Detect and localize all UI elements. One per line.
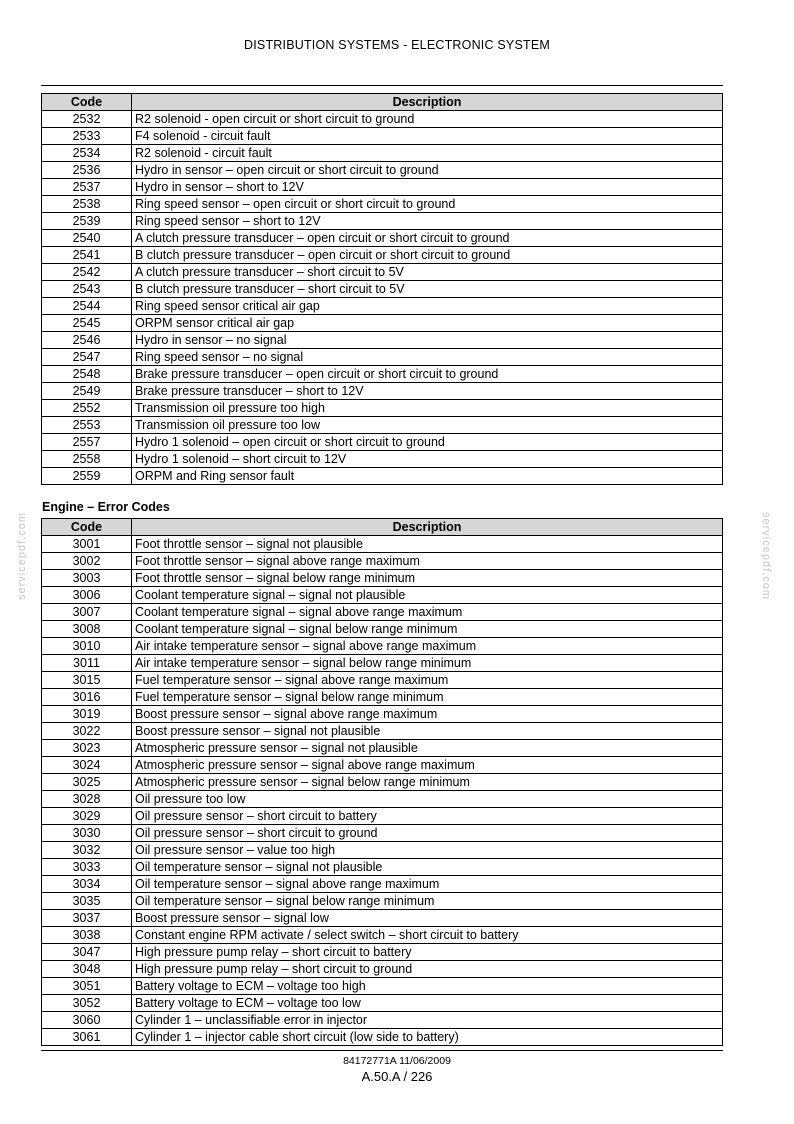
table-body xyxy=(42,536,723,1046)
error-code-cell: 2543 xyxy=(42,281,132,298)
table-row xyxy=(42,723,723,740)
error-code-cell: 3061 xyxy=(42,1029,132,1046)
error-description-cell: Air intake temperature sensor – signal below range minimum xyxy=(132,655,723,672)
error-code-cell: 2552 xyxy=(42,400,132,417)
section-title-engine-error-codes: Engine – Error Codes xyxy=(42,500,170,514)
error-description-cell: Oil pressure sensor – short circuit to ground xyxy=(132,825,723,842)
table-row xyxy=(42,706,723,723)
error-description-cell: Coolant temperature signal – signal above range maximum xyxy=(132,604,723,621)
error-code-cell: 3052 xyxy=(42,995,132,1012)
error-description-cell: Battery voltage to ECM – voltage too high xyxy=(132,978,723,995)
description-column-header: Description xyxy=(132,519,723,536)
table-header-row xyxy=(42,94,723,111)
table-row xyxy=(42,468,723,485)
error-description-cell: Transmission oil pressure too high xyxy=(132,400,723,417)
table-row xyxy=(42,927,723,944)
table-row xyxy=(42,655,723,672)
error-description-cell: Fuel temperature sensor – signal below range minimum xyxy=(132,689,723,706)
error-code-cell: 2558 xyxy=(42,451,132,468)
footer-page-number: A.50.A / 226 xyxy=(361,1069,433,1084)
error-code-cell: 3016 xyxy=(42,689,132,706)
error-code-cell: 3015 xyxy=(42,672,132,689)
error-code-cell: 3019 xyxy=(42,706,132,723)
error-code-cell: 2559 xyxy=(42,468,132,485)
error-description-cell: Boost pressure sensor – signal low xyxy=(132,910,723,927)
error-code-cell: 3038 xyxy=(42,927,132,944)
transmission-error-code-table xyxy=(41,93,723,485)
error-description-cell: ORPM and Ring sensor fault xyxy=(132,468,723,485)
error-description-cell: Oil pressure too low xyxy=(132,791,723,808)
error-description-cell: Air intake temperature sensor – signal above range maximum xyxy=(132,638,723,655)
table-row xyxy=(42,859,723,876)
table-row xyxy=(42,808,723,825)
table-row xyxy=(42,638,723,655)
error-description-cell: Hydro 1 solenoid – open circuit or short circuit to ground xyxy=(132,434,723,451)
error-code-cell: 3047 xyxy=(42,944,132,961)
error-code-cell: 2553 xyxy=(42,417,132,434)
error-code-cell: 3051 xyxy=(42,978,132,995)
error-description-cell: R2 solenoid - circuit fault xyxy=(132,145,723,162)
table-row xyxy=(42,264,723,281)
error-code-cell: 2542 xyxy=(42,264,132,281)
error-code-cell: 2545 xyxy=(42,315,132,332)
engine-error-code-table xyxy=(41,518,723,1046)
error-description-cell: Foot throttle sensor – signal not plausible xyxy=(132,536,723,553)
table-row xyxy=(42,451,723,468)
error-code-cell: 2534 xyxy=(42,145,132,162)
table-row xyxy=(42,672,723,689)
table-row xyxy=(42,570,723,587)
header-rule xyxy=(41,85,723,86)
error-code-cell: 3023 xyxy=(42,740,132,757)
error-code-cell: 3030 xyxy=(42,825,132,842)
error-description-cell: Ring speed sensor – open circuit or short circuit to ground xyxy=(132,196,723,213)
error-code-cell: 3006 xyxy=(42,587,132,604)
error-code-cell: 2537 xyxy=(42,179,132,196)
error-description-cell: Boost pressure sensor – signal above range maximum xyxy=(132,706,723,723)
table-row xyxy=(42,162,723,179)
code-column-header: Code xyxy=(42,519,132,536)
table-header-row xyxy=(42,519,723,536)
error-code-cell: 2533 xyxy=(42,128,132,145)
error-description-cell: Battery voltage to ECM – voltage too low xyxy=(132,995,723,1012)
error-code-cell: 2557 xyxy=(42,434,132,451)
table-row xyxy=(42,893,723,910)
error-description-cell: Oil temperature sensor – signal not plausible xyxy=(132,859,723,876)
error-code-cell: 3060 xyxy=(42,1012,132,1029)
error-description-cell: Foot throttle sensor – signal above range maximum xyxy=(132,553,723,570)
table-row xyxy=(42,366,723,383)
error-code-cell: 3048 xyxy=(42,961,132,978)
table-row xyxy=(42,689,723,706)
table-row xyxy=(42,179,723,196)
table-body xyxy=(42,111,723,485)
error-description-cell: Brake pressure transducer – short to 12V xyxy=(132,383,723,400)
table-row xyxy=(42,995,723,1012)
error-description-cell: Transmission oil pressure too low xyxy=(132,417,723,434)
error-description-cell: Hydro 1 solenoid – short circuit to 12V xyxy=(132,451,723,468)
error-description-cell: Fuel temperature sensor – signal above range maximum xyxy=(132,672,723,689)
page-header-title: DISTRIBUTION SYSTEMS - ELECTRONIC SYSTEM xyxy=(244,38,550,52)
error-description-cell: Foot throttle sensor – signal below range minimum xyxy=(132,570,723,587)
table-row xyxy=(42,621,723,638)
table-row xyxy=(42,383,723,400)
error-description-cell: B clutch pressure transducer – open circuit or short circuit to ground xyxy=(132,247,723,264)
error-code-cell: 3037 xyxy=(42,910,132,927)
table-row xyxy=(42,281,723,298)
watermark-right: servicepdf.com xyxy=(760,512,772,600)
error-code-cell: 3034 xyxy=(42,876,132,893)
error-code-cell: 2541 xyxy=(42,247,132,264)
error-description-cell: Ring speed sensor – no signal xyxy=(132,349,723,366)
table-row xyxy=(42,332,723,349)
error-description-cell: Atmospheric pressure sensor – signal above range maximum xyxy=(132,757,723,774)
error-code-cell: 2544 xyxy=(42,298,132,315)
error-description-cell: ORPM sensor critical air gap xyxy=(132,315,723,332)
error-description-cell: A clutch pressure transducer – short circuit to 5V xyxy=(132,264,723,281)
error-description-cell: Oil pressure sensor – short circuit to battery xyxy=(132,808,723,825)
error-description-cell: Ring speed sensor – short to 12V xyxy=(132,213,723,230)
error-code-cell: 3028 xyxy=(42,791,132,808)
error-description-cell: High pressure pump relay – short circuit to battery xyxy=(132,944,723,961)
table-row xyxy=(42,213,723,230)
error-description-cell: Hydro in sensor – short to 12V xyxy=(132,179,723,196)
footer-rule xyxy=(41,1050,723,1051)
error-code-cell: 3025 xyxy=(42,774,132,791)
error-code-cell: 2536 xyxy=(42,162,132,179)
table-row xyxy=(42,128,723,145)
table-row xyxy=(42,315,723,332)
error-code-cell: 3033 xyxy=(42,859,132,876)
error-description-cell: B clutch pressure transducer – short circuit to 5V xyxy=(132,281,723,298)
table-row xyxy=(42,230,723,247)
error-description-cell: Oil temperature sensor – signal above range maximum xyxy=(132,876,723,893)
error-code-cell: 3029 xyxy=(42,808,132,825)
table-row xyxy=(42,247,723,264)
error-code-cell: 3022 xyxy=(42,723,132,740)
error-code-cell: 2549 xyxy=(42,383,132,400)
error-description-cell: Coolant temperature signal – signal below range minimum xyxy=(132,621,723,638)
error-description-cell: Cylinder 1 – injector cable short circuit (low side to battery) xyxy=(132,1029,723,1046)
table-row xyxy=(42,944,723,961)
table-row xyxy=(42,587,723,604)
error-description-cell: Oil temperature sensor – signal below range minimum xyxy=(132,893,723,910)
code-column-header: Code xyxy=(42,94,132,111)
error-code-cell: 2532 xyxy=(42,111,132,128)
table-row xyxy=(42,740,723,757)
error-code-cell: 3035 xyxy=(42,893,132,910)
error-code-cell: 2540 xyxy=(42,230,132,247)
error-code-cell: 3003 xyxy=(42,570,132,587)
error-description-cell: F4 solenoid - circuit fault xyxy=(132,128,723,145)
error-description-cell: Boost pressure sensor – signal not plausible xyxy=(132,723,723,740)
table-row xyxy=(42,417,723,434)
error-description-cell: R2 solenoid - open circuit or short circuit to ground xyxy=(132,111,723,128)
error-code-cell: 3001 xyxy=(42,536,132,553)
error-description-cell: Constant engine RPM activate / select switch – short circuit to battery xyxy=(132,927,723,944)
table-row xyxy=(42,978,723,995)
error-code-cell: 2539 xyxy=(42,213,132,230)
error-code-cell: 3032 xyxy=(42,842,132,859)
table-row xyxy=(42,553,723,570)
error-description-cell: A clutch pressure transducer – open circuit or short circuit to ground xyxy=(132,230,723,247)
table-row xyxy=(42,757,723,774)
error-code-cell: 3007 xyxy=(42,604,132,621)
error-code-cell: 2546 xyxy=(42,332,132,349)
error-description-cell: Oil pressure sensor – value too high xyxy=(132,842,723,859)
error-description-cell: Atmospheric pressure sensor – signal not plausible xyxy=(132,740,723,757)
table-row xyxy=(42,298,723,315)
table-row xyxy=(42,196,723,213)
error-description-cell: Coolant temperature signal – signal not plausible xyxy=(132,587,723,604)
table-row xyxy=(42,876,723,893)
error-description-cell: Cylinder 1 – unclassifiable error in injector xyxy=(132,1012,723,1029)
table-row xyxy=(42,349,723,366)
table-row xyxy=(42,961,723,978)
footer-document-reference: 84172771A 11/06/2009 xyxy=(343,1055,451,1067)
description-column-header: Description xyxy=(132,94,723,111)
table-row xyxy=(42,1012,723,1029)
error-description-cell: High pressure pump relay – short circuit to ground xyxy=(132,961,723,978)
table-row xyxy=(42,604,723,621)
error-code-cell: 3002 xyxy=(42,553,132,570)
table-row xyxy=(42,774,723,791)
table-row xyxy=(42,791,723,808)
error-code-cell: 3011 xyxy=(42,655,132,672)
error-description-cell: Hydro in sensor – no signal xyxy=(132,332,723,349)
table-row xyxy=(42,400,723,417)
table-row xyxy=(42,910,723,927)
error-code-cell: 3010 xyxy=(42,638,132,655)
table-row xyxy=(42,111,723,128)
table-row xyxy=(42,536,723,553)
error-description-cell: Ring speed sensor critical air gap xyxy=(132,298,723,315)
watermark-left: servicepdf.com xyxy=(16,512,28,600)
error-code-cell: 2548 xyxy=(42,366,132,383)
error-description-cell: Atmospheric pressure sensor – signal below range minimum xyxy=(132,774,723,791)
error-code-cell: 2538 xyxy=(42,196,132,213)
table-row xyxy=(42,1029,723,1046)
error-description-cell: Brake pressure transducer – open circuit or short circuit to ground xyxy=(132,366,723,383)
table-row xyxy=(42,145,723,162)
table-row xyxy=(42,842,723,859)
error-description-cell: Hydro in sensor – open circuit or short circuit to ground xyxy=(132,162,723,179)
table-row xyxy=(42,825,723,842)
error-code-cell: 3024 xyxy=(42,757,132,774)
table-row xyxy=(42,434,723,451)
error-code-cell: 3008 xyxy=(42,621,132,638)
error-code-cell: 2547 xyxy=(42,349,132,366)
